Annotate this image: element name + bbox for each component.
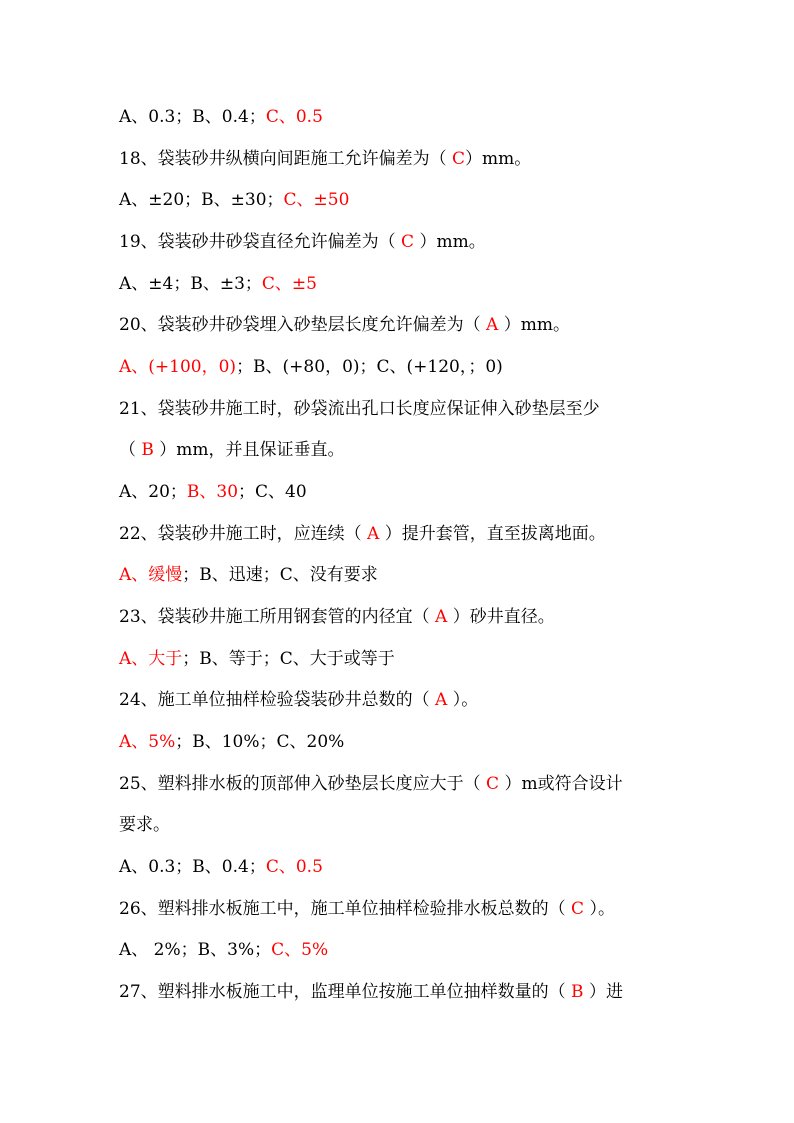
line-opt-20: A、(+100，0)；B、(+80，0)；C、(+120，；0)	[119, 357, 503, 377]
line-opt-24: A、5%；B、10%；C、20%	[119, 732, 345, 752]
line-q24: 24、施工单位抽样检验袋装砂井总数的（ A ）。	[119, 690, 479, 710]
line-q20: 20、袋装砂井砂袋埋入砂垫层长度允许偏差为（ A ）mm。	[119, 315, 570, 335]
line-opt-21: A、20；B、30；C、40	[119, 482, 307, 502]
line-q27: 27、塑料排水板施工中，监理单位按施工单位抽样数量的（ B ）进	[119, 982, 623, 1002]
line-opt-22: A、缓慢；B、迅速；C、没有要求	[119, 565, 378, 585]
line-opt-18: A、±20；B、±30；C、±50	[119, 190, 350, 210]
line-q25-b: 要求。	[119, 815, 170, 835]
line-q22: 22、袋装砂井施工时，应连续（ A ）提升套管，直至拔离地面。	[119, 524, 606, 544]
line-opt-17: A、0.3；B、0.4；C、0.5	[119, 107, 323, 127]
line-opt-25: A、0.3；B、0.4；C、0.5	[119, 857, 323, 877]
line-opt-19: A、±4；B、±3；C、±5	[119, 274, 317, 294]
line-q21-b: （ B ）mm，并且保证垂直。	[119, 440, 345, 460]
line-q26: 26、塑料排水板施工中，施工单位抽样检验排水板总数的（ C ）。	[119, 899, 615, 919]
line-q25-a: 25、塑料排水板的顶部伸入砂垫层长度应大于（ C ）m或符合设计	[119, 774, 623, 794]
line-opt-23: A、大于；B、等于；C、大于或等于	[119, 649, 395, 669]
line-opt-26: A、 2%；B、3%；C、5%	[119, 940, 329, 960]
line-q23: 23、袋装砂井施工所用钢套管的内径宜（ A ）砂井直径。	[119, 607, 555, 627]
line-q18: 18、袋装砂井纵横向间距施工允许偏差为（ C）mm。	[119, 149, 532, 169]
line-q19: 19、袋装砂井砂袋直径允许偏差为（ C ）mm。	[119, 232, 486, 252]
line-q21-a: 21、袋装砂井施工时，砂袋流出孔口长度应保证伸入砂垫层至少	[119, 399, 600, 419]
